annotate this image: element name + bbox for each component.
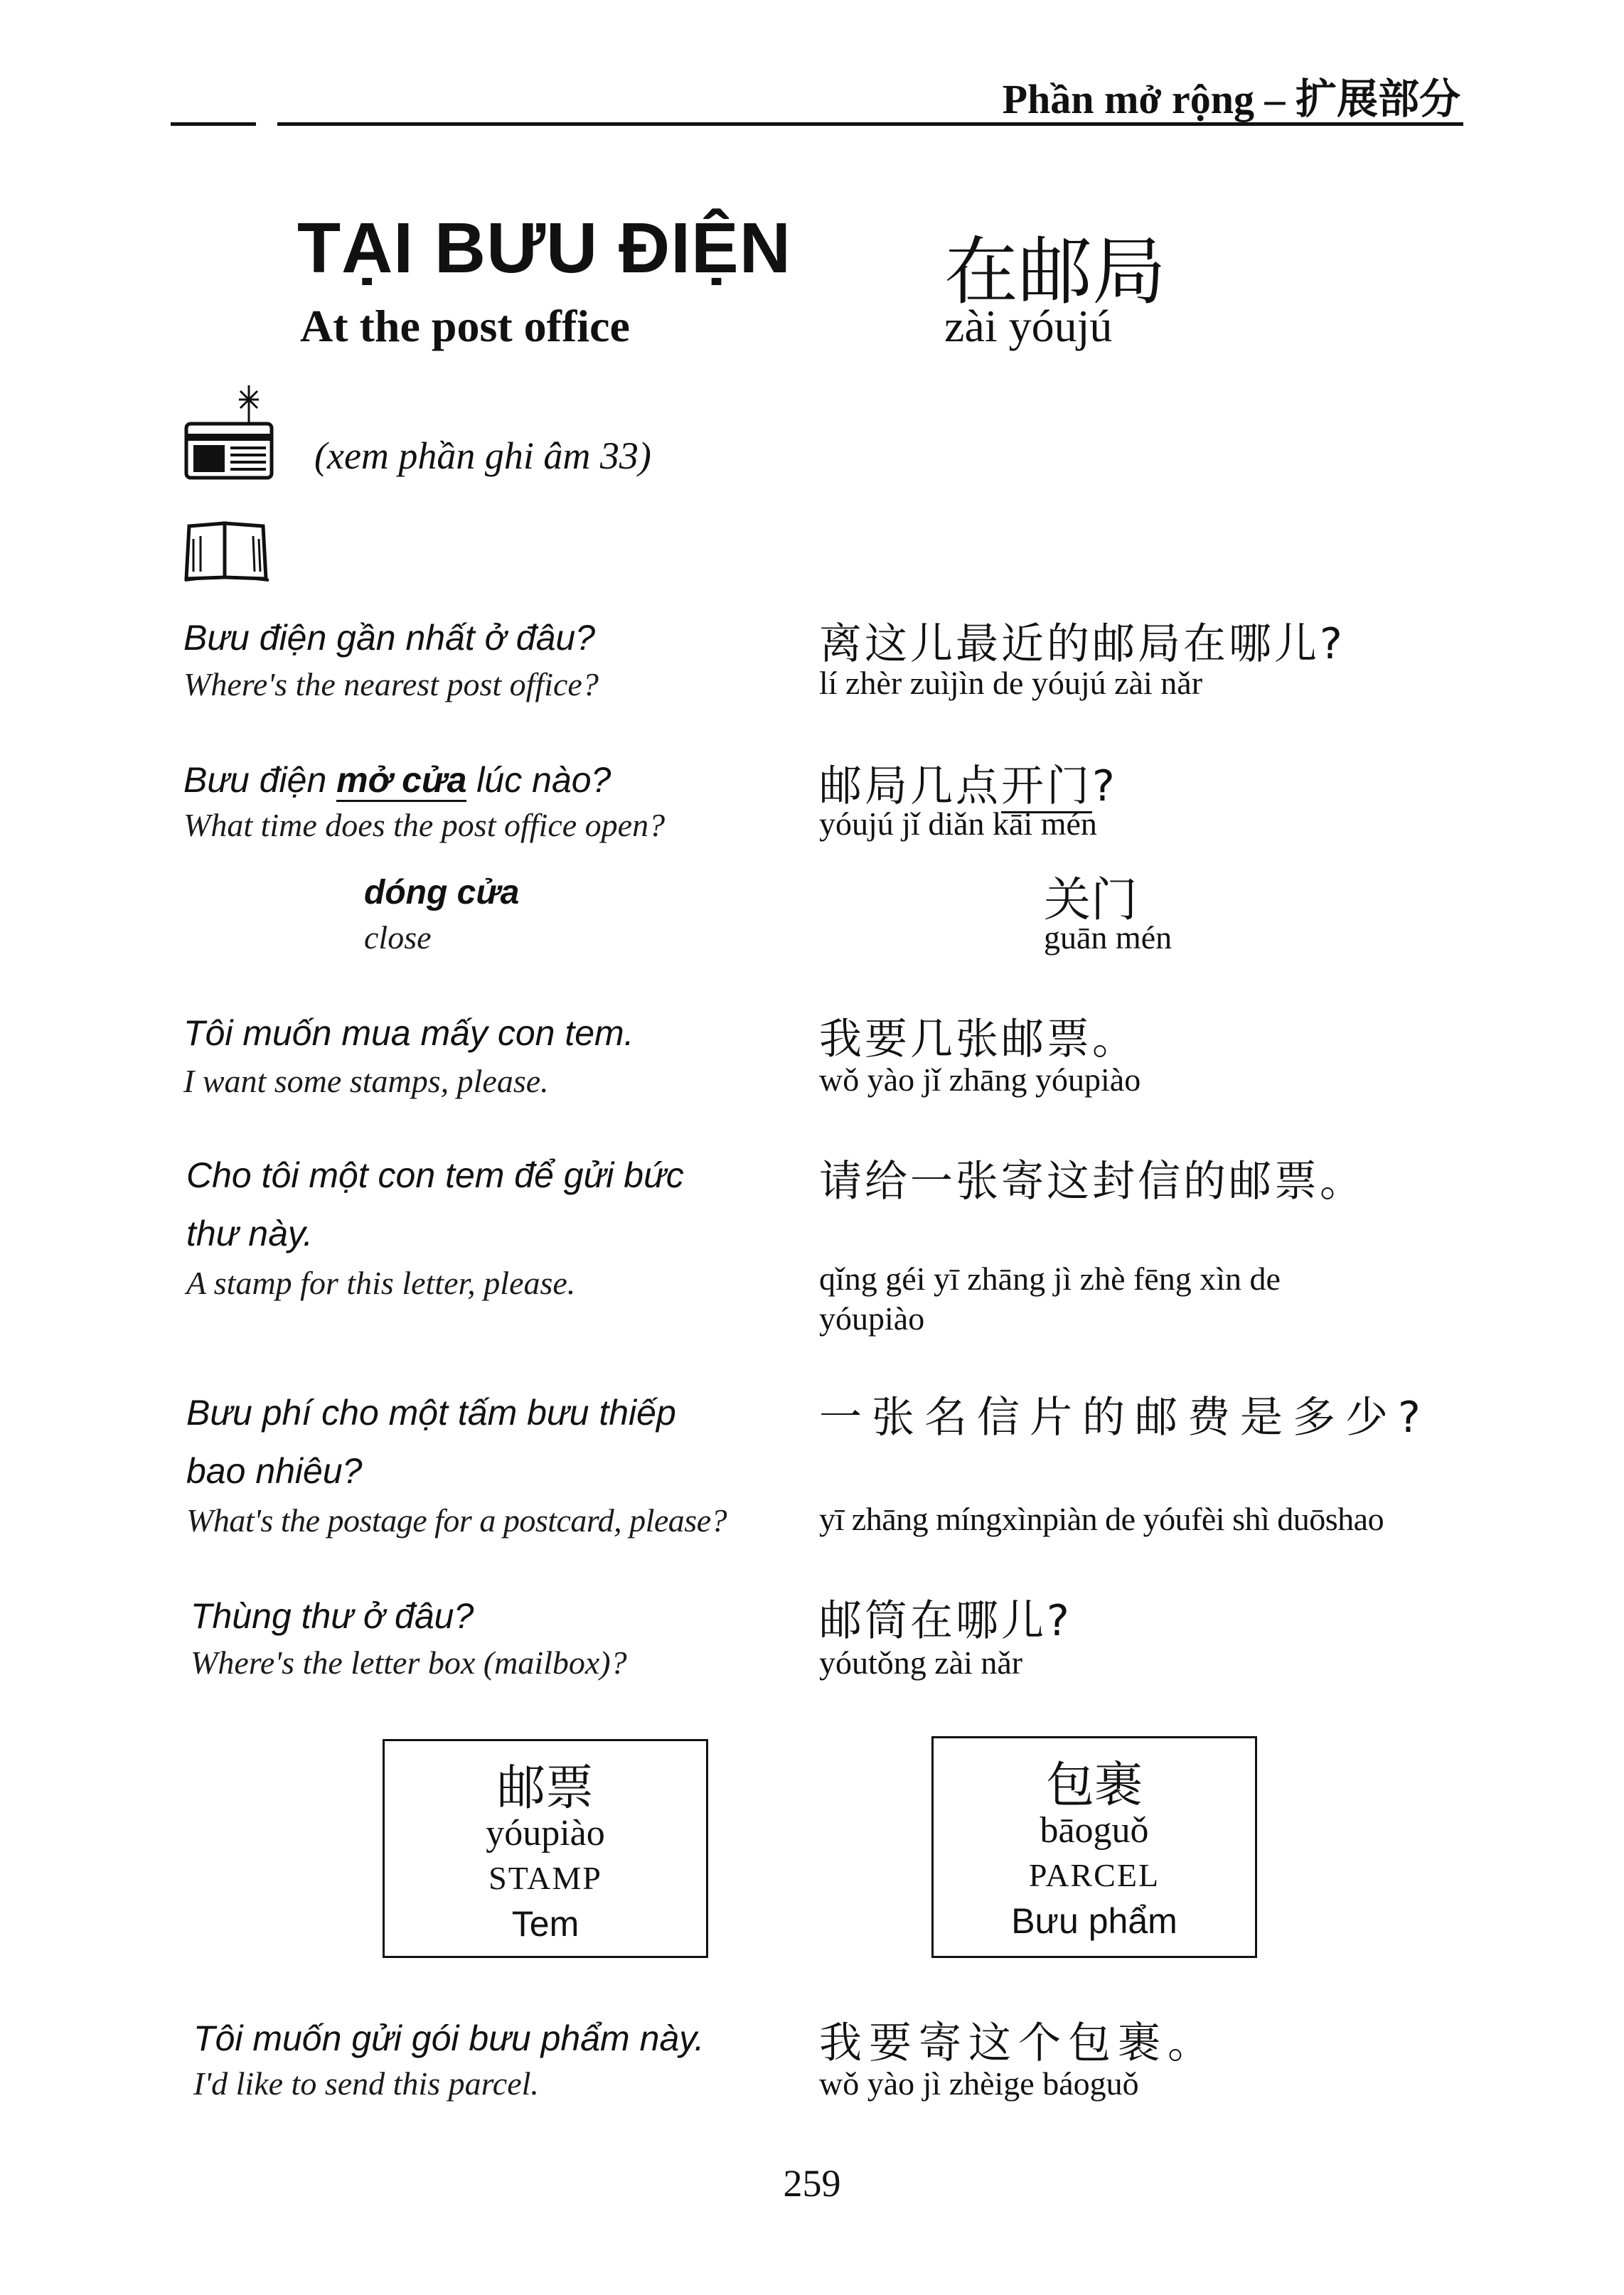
phrase-vietnamese: Cho tôi một con tem để gửi bức xyxy=(186,1155,684,1195)
phrase-text: ? xyxy=(1092,761,1118,811)
variant-vietnamese: dóng cửa xyxy=(364,874,520,911)
vocab-box-parcel xyxy=(931,1736,1257,1958)
box-chinese: 邮票 xyxy=(496,1760,594,1817)
phrase-vietnamese: Bưu phí cho một tấm bưu thiếp xyxy=(186,1393,676,1433)
phrase-pinyin: wǒ yào jǐ zhāng yóupiào xyxy=(819,1061,1141,1098)
phrase-text: 邮局几点 xyxy=(819,761,1001,811)
phrase-pinyin: yī zhāng míngxìnpiàn de yóufèi shì duōshao xyxy=(819,1501,1384,1537)
variant-chinese: 关门 xyxy=(1044,872,1138,927)
header-rule-short xyxy=(171,122,256,126)
phrase-chinese: 离这儿最近的邮局在哪儿? xyxy=(819,619,1345,669)
phrase-vietnamese-continued: thư này. xyxy=(186,1214,314,1253)
box-vietnamese: Tem xyxy=(511,1904,579,1944)
phrase-vietnamese: Thùng thư ở đâu? xyxy=(191,1596,474,1636)
box-english: STAMP xyxy=(488,1860,602,1896)
box-chinese: 包裹 xyxy=(1045,1758,1143,1814)
phrase-text: lúc nào? xyxy=(466,760,611,800)
title-vietnamese: TẠI BƯU ĐIỆN xyxy=(297,208,791,288)
phrase-text: Bưu điện xyxy=(183,760,337,800)
variant-english: close xyxy=(364,919,432,956)
title-pinyin: zài yóujú xyxy=(944,301,1113,351)
box-pinyin: bāoguǒ xyxy=(1040,1810,1149,1851)
phrase-pinyin: wǒ yào jì zhèige báoguǒ xyxy=(819,2065,1139,2102)
highlighted-term: mở cửa xyxy=(336,760,466,802)
phrase-english: I'd like to send this parcel. xyxy=(193,2065,539,2102)
box-english: PARCEL xyxy=(1028,1857,1160,1893)
phrase-vietnamese: Tôi muốn mua mấy con tem. xyxy=(183,1013,634,1053)
phrase-english: Where's the nearest post office? xyxy=(183,666,599,702)
audio-note: (xem phần ghi âm 33) xyxy=(314,434,651,477)
phrase-vietnamese xyxy=(183,759,611,801)
phrase-pinyin: qǐng géi yī zhāng jì zhè fēng xìn de xyxy=(819,1261,1281,1297)
phrase-english: A stamp for this letter, please. xyxy=(186,1265,576,1301)
phrase-vietnamese: Bưu điện gần nhất ở đâu? xyxy=(183,618,596,658)
book-icon xyxy=(182,518,272,583)
phrase-english: Where's the letter box (mailbox)? xyxy=(191,1644,627,1681)
box-vietnamese: Bưu phẩm xyxy=(1011,1901,1177,1941)
phrase-chinese: 我要几张邮票。 xyxy=(819,1015,1138,1064)
phrase-english: What's the postage for a postcard, please? xyxy=(186,1502,727,1539)
phrase-chinese: 一张名信片的邮费是多少? xyxy=(819,1393,1431,1443)
box-pinyin: yóupiào xyxy=(486,1813,605,1853)
phrase-pinyin: yóutǒng zài nǎr xyxy=(819,1644,1023,1681)
variant-pinyin: guān mén xyxy=(1044,919,1172,956)
radio-icon xyxy=(183,382,276,482)
header-rule xyxy=(277,122,1463,126)
running-header: Phần mở rộng – 扩展部分 xyxy=(1002,76,1460,122)
title-chinese: 在邮局 xyxy=(944,228,1167,315)
highlighted-term: 开门 xyxy=(1001,761,1092,813)
phrase-chinese: 请给一张寄这封信的邮票。 xyxy=(819,1157,1365,1207)
phrase-vietnamese: Tôi muốn gửi gói bưu phẩm này. xyxy=(193,2018,705,2058)
page-number: 259 xyxy=(783,2162,841,2205)
phrase-chinese: 邮筒在哪儿? xyxy=(819,1596,1072,1646)
phrase-english: What time does the post office open? xyxy=(183,807,666,843)
phrase-vietnamese-continued: bao nhiêu? xyxy=(186,1451,363,1491)
phrase-pinyin: yóujú jǐ diǎn kāi mén xyxy=(819,806,1097,842)
phrase-pinyin-continued: yóupiào xyxy=(819,1300,925,1337)
vocab-box-stamp xyxy=(383,1739,708,1958)
phrase-pinyin: lí zhèr zuìjìn de yóujú zài nǎr xyxy=(819,665,1203,701)
title-english: At the post office xyxy=(300,301,630,351)
phrase-chinese: 我要寄这个包裹。 xyxy=(819,2018,1217,2068)
phrase-english: I want some stamps, please. xyxy=(183,1063,549,1099)
